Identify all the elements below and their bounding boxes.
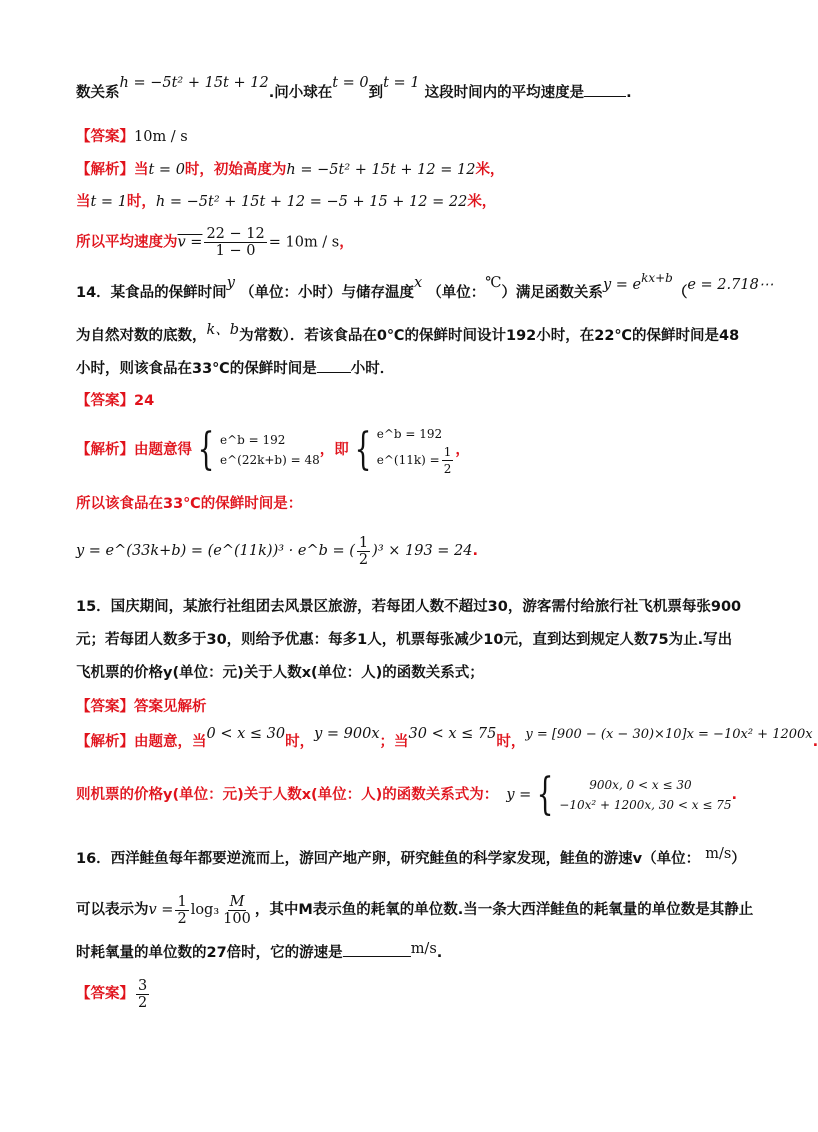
- piecewise-function: { 900x, 0 < x ≤ 30 −10x² + 1200x, 30 < x ≤ 75: [536, 769, 732, 820]
- p13-question-line: 数关系h = −5t² + 15t + 12.问小球在t = 0到t = 1 这段时间内的平均速度是 .: [76, 75, 632, 101]
- p13-solution-line3: 所以平均速度为v = $\frac{22 - 12}{1 - 0}$ = 10m / s，: [76, 226, 354, 259]
- p13-height-formula: h = −5t² + 15t + 12: [119, 75, 269, 91]
- p16-question-line2: 可以表示为 v = $\frac{1}{2}$ log₃ $\frac{M}{100}$ ，其中M表示鱼的耗氧的单位数.当一条大西洋鲑鱼的耗氧量的单位数是其静止: [76, 893, 754, 927]
- answer-blank: [584, 82, 626, 97]
- p16-question-line1: 16．西洋鲑鱼每年都要逆流而上，游回产地产卵，研究鲑鱼的科学家发现，鲑鱼的游速v（单位： m/s）: [76, 846, 746, 867]
- p13-solution-line1: 【解析】当t = 0时，初始高度为h = −5t² + 15t + 12 = 12米，: [76, 162, 505, 178]
- equation-system: { e^b = 192 e^(22k+b) = 48: [197, 424, 320, 475]
- p15-question-line2: 元；若每团人数多于30，则给予优惠：每多1人，机票每张减少10元，直到达到规定人数75为止.写出: [76, 632, 733, 648]
- p15-solution-line2: 则机票的价格y(单位：元)关于人数x(单位：人)的函数关系式为： y = { 900x, 0 < x ≤ 30 −10x² + 1200x, 30 < x ≤ 75 .: [76, 769, 737, 820]
- p15-question-line3: 飞机票的价格y(单位：元)关于人数x(单位：人)的函数关系式；: [76, 665, 484, 681]
- p15-solution-line1: 【解析】由题意，当0 < x ≤ 30时，y = 900x；当30 < x ≤ 75时，y = [900 − (x − 30)×10]x = −10x² + 1200x.: [76, 726, 818, 750]
- p14-function: $y = e^{kx+b}$: [602, 271, 673, 293]
- p14-solution-line1: 【解析】 由题意得 { e^b = 192 e^(22k+b) = 48 ，即 { e^b = 192 e^(11k) = $\frac{1}{2}$ ，: [76, 424, 470, 476]
- p16-question-line3: 时耗氧量的单位数的27倍时，它的游速是 m/s.: [76, 941, 443, 961]
- p14-solution-line3: y = e^(33k+b) = (e^(11k))³ · e^b = ( $\frac{1}{2}$ )³ × 193 = 24 .: [76, 534, 479, 568]
- p13-solution-line2: 当t = 1时，h = −5t² + 15t + 12 = −5 + 15 + 12 = 22米，: [76, 194, 497, 210]
- p16-answer: 【答案】 $\frac{3}{2}$: [76, 977, 148, 1011]
- fraction: $\frac{22 - 12}{1 - 0}$: [206, 226, 265, 259]
- p14-answer: 【答案】24: [76, 393, 155, 409]
- p13-answer: 【答案】10m / s: [76, 129, 188, 145]
- p14-question-line2: 为自然对数的底数，k、b为常数）．若该食品在0℃的保鲜时间设计192小时，在22℃的保鲜时间是48: [76, 322, 740, 344]
- p14-question-line1: 14．某食品的保鲜时间y （单位：小时）与储存温度x （单位：℃）满足函数关系$y = e^{kx+b}(e$ = 2.718⋯: [76, 271, 774, 301]
- answer-blank: [343, 942, 411, 957]
- p15-question-line1: 15．国庆期间，某旅行社组团去风景区旅游，若每团人数不超过30，游客需付给旅行社飞机票每张900: [76, 599, 742, 615]
- equation-system: { e^b = 192 e^(11k) = $\frac{1}{2}$: [354, 424, 452, 476]
- answer-blank: [317, 358, 351, 373]
- answer-fraction: $\frac{3}{2}$: [138, 977, 148, 1011]
- p15-answer: 【答案】答案见解析: [76, 699, 207, 715]
- p14-question-line3: 小时，则该食品在33℃的保鲜时间是 小时．: [76, 358, 394, 379]
- p14-solution-line2: 所以该食品在33℃的保鲜时间是：: [76, 496, 303, 512]
